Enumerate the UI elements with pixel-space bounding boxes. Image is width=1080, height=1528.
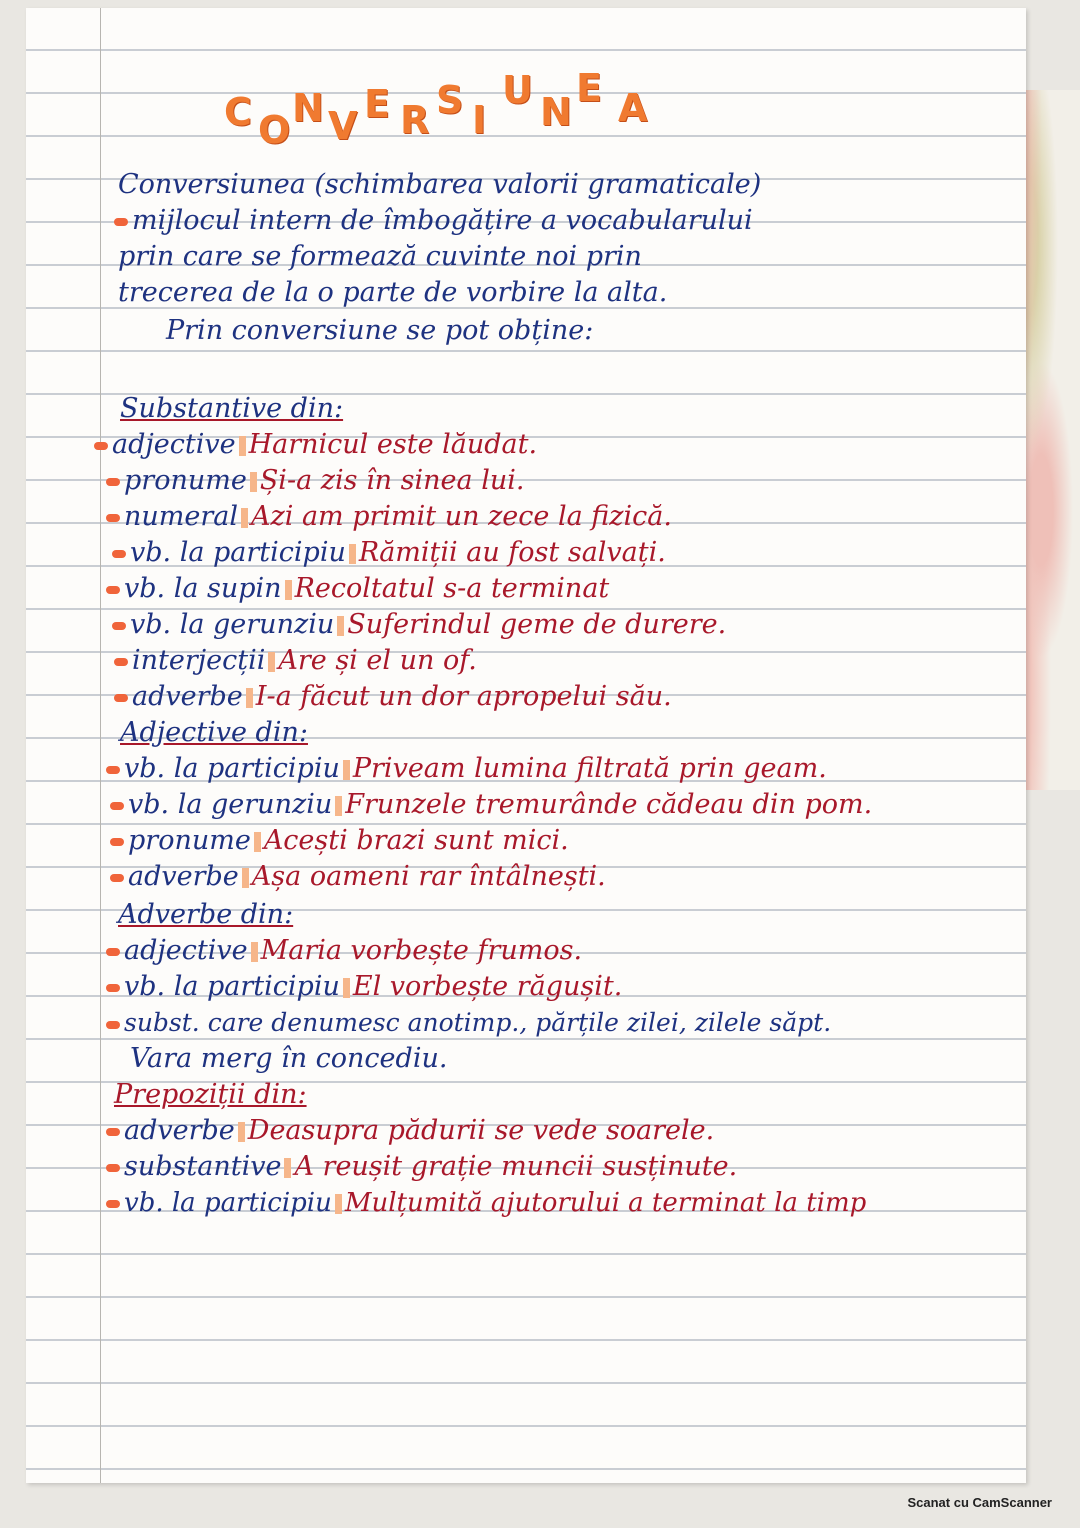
list-item (94, 428, 537, 462)
separator-mark (284, 1158, 291, 1178)
list-item (110, 788, 872, 822)
list-item (106, 1114, 714, 1148)
bullet-icon (112, 550, 126, 558)
section-heading-substantive (120, 392, 343, 426)
title-letter: N (540, 90, 572, 134)
bullet-icon (106, 984, 120, 992)
title-letter: O (258, 108, 291, 152)
title-letter: I (472, 98, 487, 142)
title-letter: N (292, 86, 324, 130)
list-item (110, 860, 606, 894)
title-letter: U (502, 68, 533, 112)
title-letter: A (618, 86, 648, 130)
separator-mark (246, 688, 253, 708)
intro-text: Prin conversiune se pot obține: (166, 315, 594, 346)
notebook-page (26, 8, 1026, 1483)
list-item (106, 1186, 866, 1220)
title-letter: E (576, 66, 602, 110)
list-item (106, 752, 827, 786)
intro-line-4 (118, 276, 667, 310)
bullet-icon (114, 694, 128, 702)
item-label: substantive (124, 1151, 282, 1182)
separator-mark (349, 544, 356, 564)
bullet-icon (110, 838, 124, 846)
item-label: interjecții (132, 645, 266, 676)
item-example: El vorbește răgușit. (352, 971, 623, 1002)
item-example: Suferindul geme de durere. (347, 609, 727, 640)
separator-mark (337, 616, 344, 636)
separator-mark (238, 1122, 245, 1142)
item-example: Priveam lumina filtrată prin geam. (352, 753, 827, 784)
separator-mark (242, 868, 249, 888)
item-label: adverbe (132, 681, 243, 712)
item-label: pronume (128, 825, 251, 856)
intro-line-1 (118, 168, 761, 202)
list-item (106, 464, 524, 498)
heading-text: Adverbe din: (118, 899, 294, 930)
bullet-icon (106, 948, 120, 956)
list-item (112, 608, 726, 642)
item-label: vb. la gerunziu (130, 609, 335, 640)
separator-mark (335, 796, 342, 816)
item-label: adjective (124, 935, 248, 966)
list-item (106, 970, 622, 1004)
item-example: Vara merg în concediu. (130, 1043, 448, 1074)
item-example: A reușit grație muncii susținute. (294, 1151, 738, 1182)
item-label: vb. la participiu (124, 753, 340, 784)
title-letter: C (224, 90, 252, 134)
list-item (106, 934, 582, 968)
item-example: Maria vorbește frumos. (260, 935, 583, 966)
separator-mark (343, 978, 350, 998)
heading-text: Adjective din: (120, 717, 308, 748)
bullet-icon (110, 802, 124, 810)
title-letter: E (364, 82, 390, 126)
separator-mark (250, 472, 257, 492)
intro-line-3 (118, 240, 642, 274)
intro-line-5 (166, 314, 593, 348)
section-heading-adjective (120, 716, 308, 750)
item-example: Acești brazi sunt mici. (263, 825, 569, 856)
intro-text: prin care se formează cuvinte noi prin (118, 241, 642, 272)
item-label: subst. care denumesc anotimp., părțile zilei, zilele săpt. (124, 1008, 832, 1037)
item-label: vb. la gerunziu (128, 789, 333, 820)
item-example: I-a făcut un dor apropelui său. (255, 681, 672, 712)
bullet-icon (106, 1164, 120, 1172)
bullet-icon (94, 442, 108, 450)
bullet-icon (106, 1200, 120, 1208)
section-heading-prepozitii (114, 1078, 307, 1112)
bullet-icon (106, 1128, 120, 1136)
list-item (106, 1150, 737, 1184)
item-label: vb. la participiu (124, 1188, 332, 1218)
item-label: adverbe (128, 861, 239, 892)
separator-mark (239, 436, 246, 456)
intro-text: trecerea de la o parte de vorbire la alta. (118, 277, 668, 308)
separator-mark (268, 652, 275, 672)
bullet-icon (106, 586, 120, 594)
item-label: adjective (112, 429, 236, 460)
bullet-icon (106, 766, 120, 774)
item-example: Frunzele tremurânde cădeau din pom. (345, 789, 873, 820)
separator-mark (343, 760, 350, 780)
list-item (114, 644, 477, 678)
title-letter: S (436, 78, 464, 122)
item-example: Rămiții au fost salvați. (358, 537, 666, 568)
margin-line (100, 8, 101, 1483)
list-item (106, 572, 609, 606)
bullet-icon (106, 514, 120, 522)
item-example: Azi am primit un zece la fizică. (251, 501, 672, 532)
heading-text: Prepoziții din: (114, 1079, 307, 1110)
item-label: adverbe (124, 1115, 235, 1146)
list-item (114, 680, 672, 714)
item-example: Are și el un of. (278, 645, 477, 676)
title-letter: V (328, 104, 358, 148)
adverbe-example-line (130, 1042, 447, 1076)
list-item (106, 1006, 831, 1040)
title-letter: R (400, 98, 430, 142)
item-label: pronume (124, 465, 247, 496)
item-label: numeral (124, 501, 238, 532)
item-label: vb. la supin (124, 573, 282, 604)
item-example: Așa oameni rar întâlnești. (251, 861, 606, 892)
item-label: vb. la participiu (130, 537, 346, 568)
bullet-icon (114, 218, 128, 226)
item-example: Recoltatul s-a terminat (294, 573, 610, 604)
separator-mark (241, 508, 248, 528)
page-title (224, 68, 704, 158)
bullet-icon (106, 1021, 120, 1029)
scanner-watermark: Scanat cu CamScanner (907, 1495, 1052, 1510)
intro-text: mijlocul intern de îmbogățire a vocabularului (132, 205, 753, 236)
separator-mark (254, 832, 261, 852)
item-example: Harnicul este lăudat. (248, 429, 538, 460)
list-item (112, 536, 666, 570)
bullet-icon (106, 478, 120, 486)
item-label: vb. la participiu (124, 971, 340, 1002)
separator-mark (251, 942, 258, 962)
intro-text: Conversiunea (schimbarea valorii gramaticale) (118, 169, 762, 200)
bullet-icon (114, 658, 128, 666)
bullet-icon (110, 874, 124, 882)
item-example: Mulțumită ajutorului a terminat la timp (344, 1188, 867, 1218)
intro-line-2 (114, 204, 753, 238)
list-item (106, 500, 672, 534)
separator-mark (285, 580, 292, 600)
section-heading-adverbe (118, 898, 293, 932)
item-example: Și-a zis în sinea lui. (259, 465, 525, 496)
separator-mark (335, 1194, 342, 1214)
list-item (110, 824, 569, 858)
heading-text: Substantive din: (120, 393, 344, 424)
bullet-icon (112, 622, 126, 630)
item-example: Deasupra pădurii se vede soarele. (247, 1115, 715, 1146)
